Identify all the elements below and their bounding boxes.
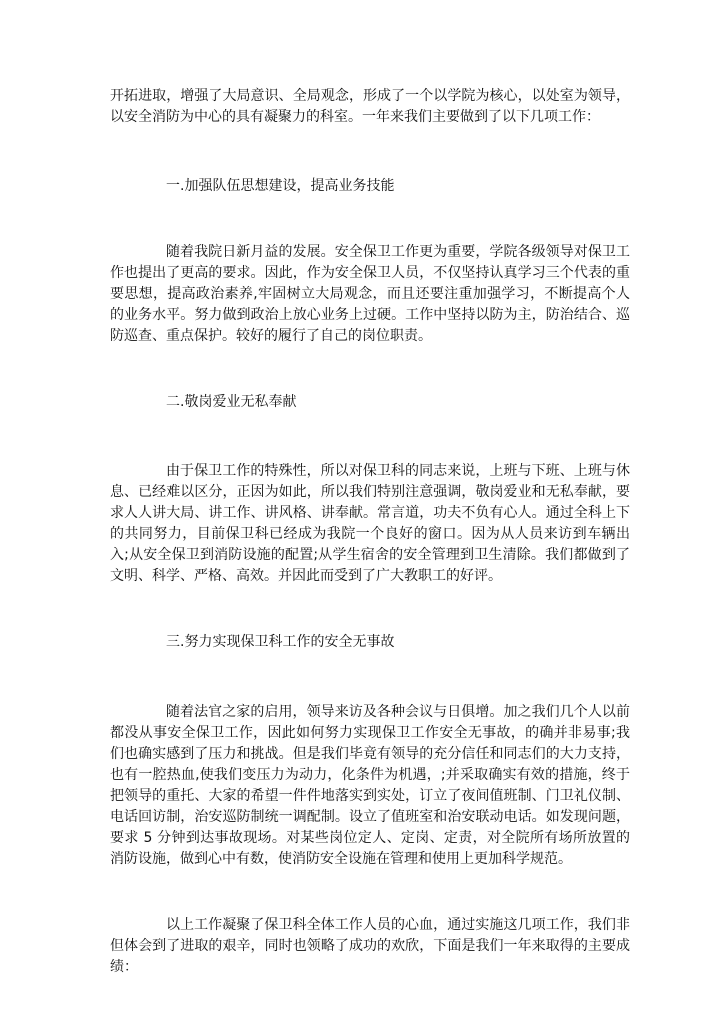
summary-paragraph: 以上工作凝聚了保卫科全体工作人员的心血，通过实施这几项工作，我们非但体会到了进取的艰辛，同时也领略了成功的欢欣，下面是我们一年来取得的主要成绩： <box>110 917 630 975</box>
section-body-one: 随着我院日新月益的发展。安全保卫工作更为重要，学院各级领导对保卫工作也提出了更高的要求。因此，作为安全保卫人员，不仅坚持认真学习三个代表的重要思想，提高政治素养,牢固树立大局观念，而且还要注重加强学习，不断提高个人的业务水平。努力做到政治上放心业务上过硬。工作中坚持以防为主，防治结合、巡防巡查、重点保护。较好的履行了自己的岗位职责。 <box>110 244 630 344</box>
section-heading-three: 三.努力实现保卫科工作的安全无事故 <box>166 634 395 650</box>
document-page <box>110 86 630 978</box>
section-heading-two: 二.敬岗爱业无私奉献 <box>166 394 297 410</box>
section-body-three: 随着法官之家的启用，领导来访及各种会议与日俱增。加之我们几个人以前都没从事安全保卫工作，因此如何努力实现保卫工作安全无事故，的确并非易事;我们也确实感到了压力和挑战。但是我们毕竟有领导的充分信任和同志们的大力支持，也有一腔热血,使我们变压力为动力，化条件为机遇，;并采取确实有效的措施，终于把领导的重托、大家的希望一件件地落实到实处，订立了夜间值班制、门卫礼仪制、电话回访制，治安巡防制统一调配制。设立了值班室和治安联动电话。如发现问题，要求 5 分钟到达事故现场。对某些岗位定人、定岗、定责，对全院所有场所放置的消防设施，做到心中有数，使消防安全设施在管理和使用上更加科学规范。 <box>110 704 630 867</box>
section-body-two: 由于保卫工作的特殊性，所以对保卫科的同志来说，上班与下班、上班与休息、已经难以区分，正因为如此，所以我们特别注意强调，敬岗爱业和无私奉献，要求人人讲大局、讲工作、讲风格、讲奉献。常言道，功夫不负有心人。通过全科上下的共同努力，目前保卫科已经成为我院一个良好的窗口。因为从人员来访到车辆出入;从安全保卫到消防设施的配置;从学生宿舍的安全管理到卫生清除。我们都做到了文明、科学、严格、高效。并因此而受到了广大教职工的好评。 <box>110 463 630 584</box>
intro-paragraph: 开拓进取，增强了大局意识、全局观念，形成了一个以学院为核心，以处室为领导，以安全消防为中心的具有凝聚力的科室。一年来我们主要做到了以下几项工作： <box>110 88 630 125</box>
section-heading-one: 一.加强队伍思想建设，提高业务技能 <box>166 178 395 194</box>
